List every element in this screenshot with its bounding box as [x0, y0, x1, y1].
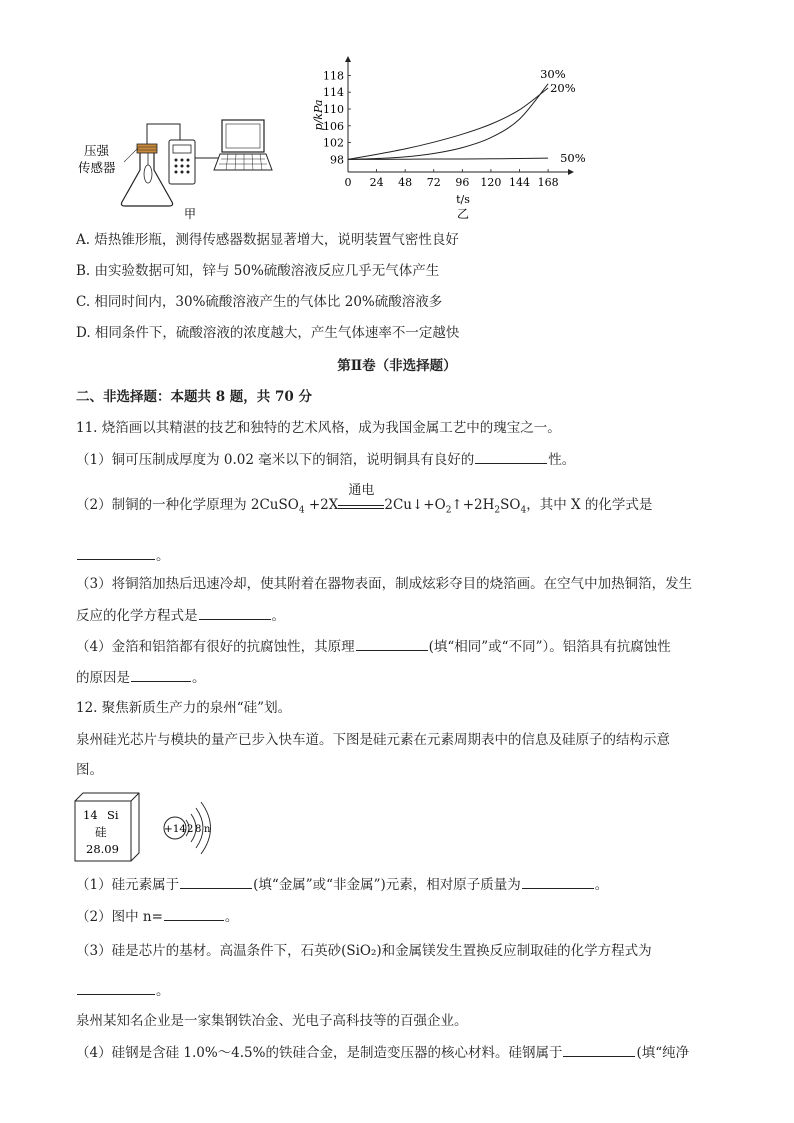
- conical-flask: [121, 152, 172, 206]
- q11-p2-tail: ，其中 X 的化学式是: [526, 497, 653, 513]
- q12-p2-text: （2）图中 n=: [76, 909, 163, 925]
- q12-part3-line2: [76, 980, 170, 1001]
- y-axis-arrow: [345, 56, 351, 62]
- q11-part1: [76, 449, 575, 470]
- q11-p1-blank[interactable]: [475, 449, 547, 464]
- atom-structure: [164, 802, 211, 854]
- x-tick-label: 24: [369, 176, 384, 189]
- option-b: B. 由实验数据可知，锌与 50%硫酸溶液反应几乎无气体产生: [76, 263, 440, 279]
- chart-ylabel: p/kPa: [312, 99, 325, 131]
- series-line-30pct: [348, 84, 548, 160]
- q12-part4: [76, 1042, 689, 1063]
- q12-p1-blank-1[interactable]: [180, 874, 252, 889]
- chart-caption: 乙: [456, 207, 470, 221]
- q11-p4-text-b: (填“相同”或“不同”）。铝箔具有抗腐蚀性: [428, 639, 671, 655]
- q11-p4-text-c: 的原因是: [76, 670, 130, 686]
- q11-part3-line1: （3）将铜箔加热后迅速冷却，使其附着在器物表面，制成炫彩夺目的烧箔画。在空气中加热铜箔，发生: [76, 576, 693, 592]
- element-symbol: Si: [107, 808, 119, 822]
- q12-p3-blank[interactable]: [77, 980, 155, 995]
- sensor-label-2: 传感器: [78, 160, 116, 175]
- q11-p3-text: 反应的化学方程式是: [76, 608, 198, 624]
- q11-part4-line2: [76, 667, 206, 688]
- q11-part3-line2: [76, 605, 285, 626]
- q12-part1: [76, 874, 608, 895]
- q12-p3-end: 。: [156, 983, 170, 999]
- q11-p3-blank[interactable]: [199, 605, 271, 620]
- q12-part2: [76, 906, 238, 927]
- q12-intro-2: 图。: [76, 762, 103, 778]
- apparatus-figure: [76, 110, 276, 220]
- q12-p4-blank[interactable]: [563, 1042, 635, 1057]
- q11-p4-blank-1[interactable]: [356, 636, 428, 651]
- q12-company: 泉州某知名企业是一家集钢铁冶金、光电子高科技等的百强企业。: [76, 1013, 468, 1029]
- figure-a-caption: 甲: [184, 207, 197, 221]
- q12-intro-1: 泉州硅光芯片与模块的量产已步入快车道。下图是硅元素在元素周期表中的信息及硅原子的结构示意: [76, 732, 670, 748]
- q11-equation: 2CuSO$_4$ +2X 通电 $2Cu↓+O_2↑+2H_2SO_4$: [250, 483, 527, 516]
- shell-2: 8: [195, 824, 202, 835]
- q11-eq-condition: 通电: [348, 483, 375, 498]
- section-title: 第Ⅱ卷（非选择题）: [337, 358, 457, 374]
- q11-p2-blank[interactable]: [77, 545, 155, 560]
- y-tick-label: 102: [323, 136, 344, 150]
- q12-p2-blank[interactable]: [164, 906, 224, 921]
- y-tick-label: 106: [323, 119, 344, 133]
- q11-part2: [76, 483, 653, 521]
- inner-tube: [144, 165, 152, 183]
- q11-p4-text: （4）金箔和铝箔都有很好的抗腐蚀性，其原理: [76, 639, 355, 655]
- sensor-label-1: 压强: [84, 143, 110, 158]
- shell-1: 2: [187, 824, 194, 835]
- q12-p1-end: 。: [594, 877, 609, 893]
- x-tick-label: 144: [509, 176, 531, 189]
- chart-xlabel: t/s: [456, 193, 470, 206]
- shell-3: n: [204, 824, 211, 835]
- y-tick-label: 110: [323, 103, 344, 116]
- element-name: 硅: [95, 825, 107, 839]
- x-tick-label: 0: [344, 176, 352, 189]
- x-tick-label: 72: [426, 176, 441, 189]
- x-tick-label: 168: [537, 176, 559, 189]
- series-label-20pct: 20%: [550, 81, 576, 95]
- pressure-time-chart: [300, 55, 600, 225]
- q11-stem: 11. 烧箔画以其精湛的技艺和独特的艺术风格，成为我国金属工艺中的瑰宝之一。: [76, 420, 561, 436]
- series-label-50pct: 50%: [560, 151, 586, 166]
- q11-part2-answer: [76, 545, 170, 566]
- q12-p1-text-b: (填“金属”或“非金属”)元素，相对原子质量为: [253, 877, 521, 893]
- y-tick-label: 118: [323, 69, 344, 83]
- q11-part4-line1: [76, 636, 671, 657]
- laptop-keyboard: [214, 154, 272, 170]
- element-mass: 28.09: [86, 842, 119, 856]
- q12-p4-end: (填“纯净: [636, 1045, 690, 1061]
- x-tick-label: 48: [398, 176, 413, 189]
- y-tick-label: 114: [323, 86, 344, 100]
- flask-stopper: [137, 144, 157, 153]
- option-a: A. 焐热锥形瓶，测得传感器数据显著增大，说明装置气密性良好: [76, 232, 459, 248]
- q11-p2-end: 。: [156, 548, 170, 564]
- q12-p1-text: （1）硅元素属于: [76, 877, 180, 893]
- option-d: D. 相同条件下，硫酸溶液的浓度越大，产生气体速率不一定越快: [76, 325, 460, 341]
- element-number: 14: [83, 808, 98, 822]
- x-tick-label: 96: [455, 176, 470, 189]
- option-c: C. 相同时间内，30%硫酸溶液产生的气体比 20%硫酸溶液多: [76, 294, 443, 310]
- q11-p1-end: 性。: [548, 452, 576, 468]
- x-axis-arrow: [568, 169, 574, 175]
- nucleus-charge: +14: [163, 823, 187, 835]
- part-heading: 二、非选择题：本题共 8 题，共 70 分: [76, 389, 312, 405]
- x-tick-label: 120: [480, 176, 502, 189]
- q12-p1-blank-2[interactable]: [522, 874, 594, 889]
- q11-p4-end: 。: [192, 670, 206, 686]
- q12-p2-end: 。: [224, 909, 239, 925]
- series-label-30pct: 30%: [540, 66, 566, 81]
- silicon-figure: [74, 790, 234, 870]
- q11-p4-blank-2[interactable]: [131, 667, 191, 682]
- q12-stem: 12. 聚焦新质生产力的泉州“硅”划。: [76, 700, 292, 716]
- q11-p1-text: （1）铜可压制成厚度为 0.02 毫米以下的铜箔，说明铜具有良好的: [76, 452, 475, 468]
- q11-p3-end: 。: [271, 608, 285, 624]
- q12-p4-text: （4）硅钢是含硅 1.0%～4.5%的铁硅合金，是制造变压器的核心材料。硅钢属于: [76, 1045, 563, 1061]
- element-cell: [75, 793, 139, 861]
- q11-p2-text: （2）制铜的一种化学原理为: [76, 497, 251, 513]
- series-line-20pct: [348, 88, 548, 159]
- y-tick-label: 98: [330, 153, 344, 167]
- q12-part3-line1: （3）硅是芯片的基材。高温条件下，石英砂(SiO₂)和金属镁发生置换反应制取硅的化学方程式为: [76, 943, 652, 959]
